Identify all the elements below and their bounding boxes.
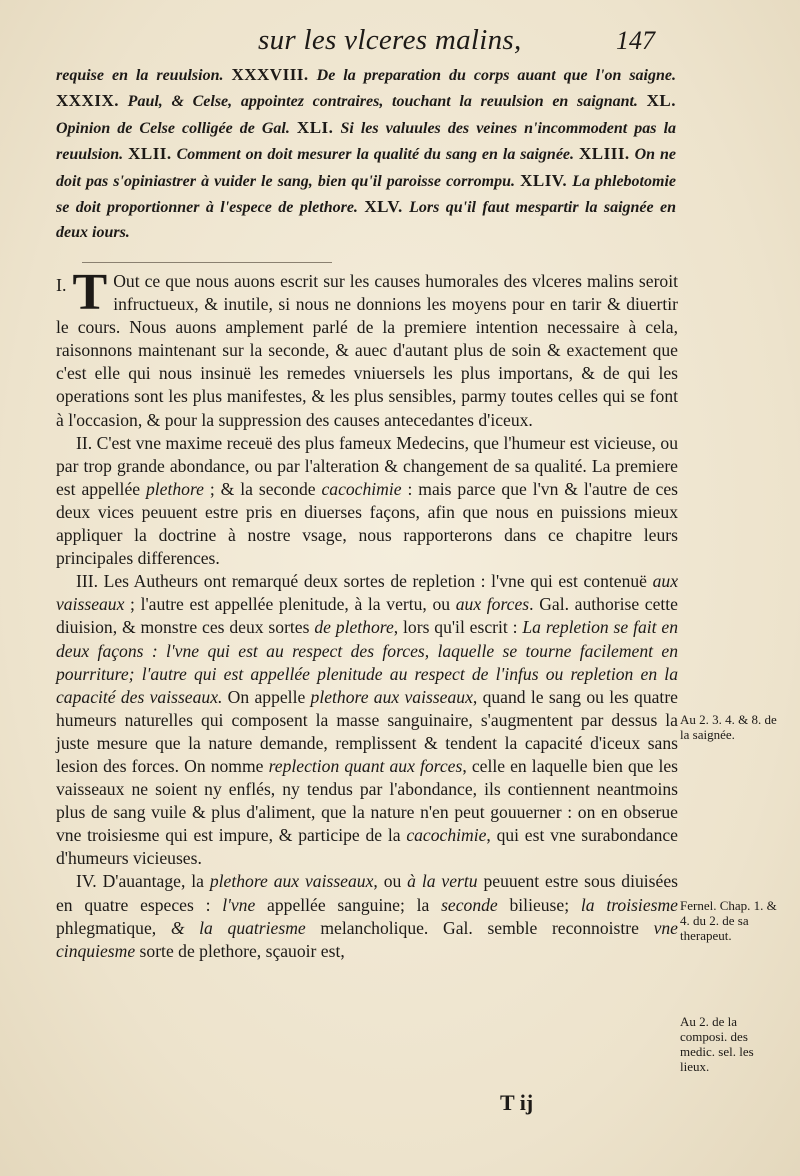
paragraph-text: , qui est vne surabondance d'humeurs vicieuses. <box>56 825 678 869</box>
summary-text: La phlebotomie se doit proportionner à l'espece de plethore. <box>56 172 676 217</box>
italic-term: plethore <box>145 478 204 499</box>
summary-number: XLIV. <box>520 170 568 190</box>
paragraph-text: III. Les Autheurs ont remarqué deux sortes de repletion : l'vne qui est contenuë <box>76 571 653 592</box>
paragraph-3 <box>56 570 678 870</box>
main-text <box>56 264 678 963</box>
paragraph-text: IV. D'auantage, la <box>76 871 210 892</box>
paragraph-text: , lors qu'il escrit : <box>393 617 523 638</box>
margin-note: Au 2. 3. 4. & 8. de la saignée. <box>680 712 777 742</box>
chapter-summary <box>56 62 676 246</box>
italic-term: cacochimie <box>321 478 402 499</box>
italic-term: l'vne <box>222 894 256 915</box>
paragraph-text: : mais parce que l'vn & l'autre de ces deux vices peuuent estre pris en diuerses façons, afin que nous en puissions mieux appliquer la doctrine à nostre vsage, nous rapporterons dans ce chapitre leurs principales differences. <box>56 478 678 569</box>
italic-quotation: La repletion se fait en deux façons : l'vne qui est au respect des forces, laquelle se tourne facilement en pourriture; l'autre qui est appellée plenitude au respect de l'infus ou repletion en la capacité des vaisseaux. <box>56 617 678 707</box>
paragraph-4 <box>56 870 678 962</box>
paragraph-text: , celle en laquelle bien que les vaisseaux ne soient ny enflés, ny tendus par l'abondance, ils contiennent neantmoins plus de sang vuile & plus d'aliment, que la nature n'en peut gouuerner : on en obserue vne troisiesme qui est impure, & participe de la <box>56 755 678 846</box>
paragraph-text: , ou <box>373 871 408 892</box>
summary-number: XL. <box>646 91 676 111</box>
italic-term: de plethore <box>314 617 394 638</box>
paragraph-numeral: I. <box>56 275 67 295</box>
italic-term: aux vaisseaux <box>56 571 678 615</box>
paragraph-2 <box>56 432 678 571</box>
italic-term: la troisiesme <box>580 894 678 915</box>
drop-cap: T <box>72 264 108 321</box>
summary-number: XLI. <box>296 117 334 137</box>
paragraph-text: . Gal. authorise cette diuision, & monstre ces deux sortes <box>56 594 678 638</box>
summary-number: XXXVIII. <box>231 65 309 84</box>
summary-text: Si les valuules des veines n'incommodent pas la reuulsion. <box>56 119 677 164</box>
paragraph-text: II. C'est vne maxime receuë des plus fameux Medecins, que l'humeur est vicieuse, ou par trop grande abondance, ou par l'alteration & changement de sa qualité. La premiere est appellée <box>56 432 678 499</box>
margin-note: Au 2. de la composi. des medic. sel. les lieux. <box>680 1014 754 1074</box>
summary-text: On ne doit pas s'opiniastrer à vuider le sang, bien qu'il paroisse corrompu. <box>56 146 677 190</box>
paragraph-text: ; l'autre est appellée plenitude, à la vertu, ou <box>124 594 456 615</box>
summary-text: Comment on doit mesurer la qualité du sang en la saignée. <box>176 146 575 164</box>
margin-note: Fernel. Chap. 1. & 4. du 2. de sa therapeut. <box>680 898 777 943</box>
italic-term: plethore aux vaisseaux <box>310 686 473 707</box>
italic-term: aux forces <box>455 594 530 615</box>
paragraph-text: ; & la seconde <box>203 478 322 499</box>
paragraph-text: , quand le sang ou les quatre humeurs naturelles qui composent la masse sanguinaire, s'augmentent par dessus la juste mesure que la nature demande, remplissent & tendent la capacité d'iceux sans lesion des forces. On nomme <box>56 686 678 776</box>
paragraph-text: On appelle <box>222 686 311 707</box>
section-divider <box>82 262 332 263</box>
italic-term: replection quant aux forces <box>268 755 463 776</box>
paragraph-text: appellée sanguine; la <box>255 894 442 915</box>
italic-term: plethore aux vaisseaux <box>209 871 374 892</box>
running-title: sur les vlceres malins, <box>258 24 522 56</box>
summary-number: XXXIX. <box>56 91 119 111</box>
summary-text: Paul, & Celse, appointez contraires, touchant la reuulsion en saignant. <box>127 93 638 111</box>
italic-term: vne cinquiesme <box>56 917 678 961</box>
paragraph-text: phlegmatique, <box>56 917 171 938</box>
page-number: 147 <box>616 26 655 55</box>
paragraph-1 <box>56 264 678 432</box>
paragraph-text: sorte de plethore, sçauoir est, <box>135 940 345 961</box>
italic-term: & la quatriesme <box>170 917 306 938</box>
summary-number: XLV. <box>364 197 403 217</box>
summary-text: Opinion de Celse colligée de Gal. <box>56 119 290 137</box>
italic-term: seconde <box>441 894 498 915</box>
summary-text: De la preparation du corps auant que l'on saigne. <box>316 67 676 84</box>
paragraph-text: bilieuse; <box>497 894 581 915</box>
summary-number: XLIII. <box>578 144 630 164</box>
summary-number: XLII. <box>128 144 172 164</box>
summary-text: Lors qu'il faut mespartir la saignée en deux iours. <box>56 199 677 242</box>
italic-term: cacochimie <box>406 825 487 846</box>
paragraph-text: Out ce que nous auons escrit sur les causes humorales des vlceres malins seroit infructueux, & inutile, si nous ne donnions les moyens pour en tarir & diuertir le cours. Nous auons amplement parlé de la premiere intention necessaire à cela, raisonnons maintenant sur la seconde, & auec d'autant plus de soin & exactement que c'est elle qui nous insinuë les remedes vniuersels les plus importans, & de qui les operations sont les plus manifestes, & les plus sensibles, parmy toutes celles qui se font à l'occasion, & pour la suppression des causes antecedantes d'iceux. <box>56 271 678 430</box>
page-header <box>0 22 800 62</box>
paragraph-text: peuuent estre sous diuisées en quatre especes : <box>56 871 678 915</box>
paragraph-text: melancholique. Gal. semble reconnoistre <box>305 917 654 938</box>
signature-mark: T ij <box>500 1090 534 1115</box>
italic-term: à la vertu <box>407 871 478 892</box>
summary-text: requise en la reuulsion. <box>56 67 224 84</box>
